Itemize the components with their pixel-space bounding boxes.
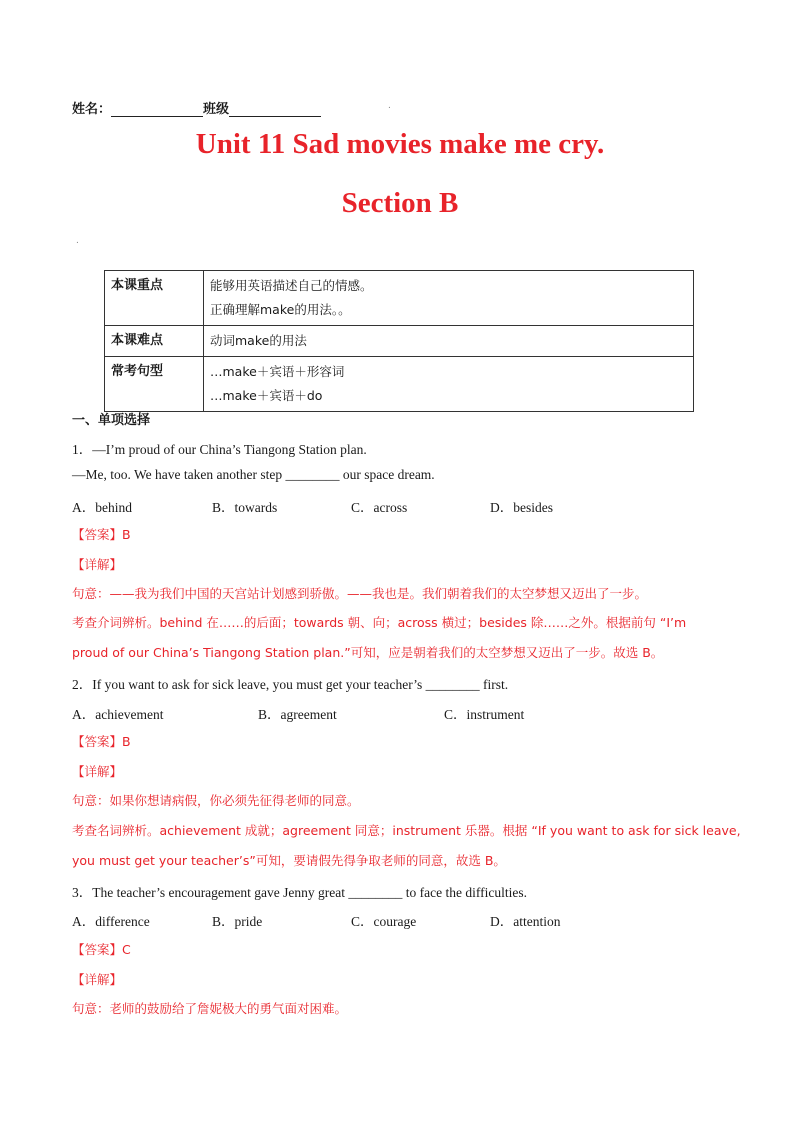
q3-option-d: D．attention xyxy=(490,914,561,929)
table-row xyxy=(105,271,694,326)
class-label: 班级 xyxy=(203,102,230,117)
section-title: 一、单项选择 xyxy=(72,413,151,428)
q2-meaning: 句意：如果你想请病假，你必须先征得老师的同意。 xyxy=(72,793,360,808)
q3-detail-label: 【详解】 xyxy=(72,972,123,987)
q1-stem-line: —Me, too. We have taken another step ________ our space dream. xyxy=(72,467,435,482)
page-title: Unit 11 Sad movies make me cry. xyxy=(195,128,605,160)
q1-analysis: 考查介词辨析。behind 在……的后面；towards 朝、向；across 横过；besides 除……之外。根据前句 “I’m xyxy=(72,615,687,630)
stray-mark: . xyxy=(388,101,391,111)
table-head-cell: 常考句型 xyxy=(105,357,204,412)
table-line: 正确理解make的用法。。 xyxy=(210,302,351,317)
q3-option-c: C．courage xyxy=(351,914,417,929)
name-blank xyxy=(111,102,203,117)
page-subtitle: Section B xyxy=(341,187,459,219)
table-line: 能够用英语描述自己的情感。 xyxy=(210,278,373,293)
q2-answer: 【答案】B xyxy=(72,734,131,749)
q3-answer: 【答案】C xyxy=(72,942,131,957)
q2-option-c: C．instrument xyxy=(444,707,525,722)
q1-answer: 【答案】B xyxy=(72,527,131,542)
q1-stem-line: 1．—I’m proud of our China’s Tiangong Station plan. xyxy=(72,442,367,457)
q2-option-b: B．agreement xyxy=(258,707,337,722)
name-label: 姓名： xyxy=(72,102,112,117)
q1-meaning: 句意：——我为我们中国的天宫站计划感到骄傲。——我也是。我们朝着我们的太空梦想又迈出了一步。 xyxy=(72,586,648,601)
q2-stem-line: 2．If you want to ask for sick leave, you must get your teacher’s ________ first. xyxy=(72,677,509,692)
table-head-cell: 本课难点 xyxy=(105,326,204,357)
lesson-info-table xyxy=(104,270,694,412)
q3-meaning: 句意：老师的鼓励给了詹妮极大的勇气面对困难。 xyxy=(72,1001,348,1016)
q1-option-d: D．besides xyxy=(490,500,553,515)
table-content-cell xyxy=(204,326,694,357)
q1-option-c: C．across xyxy=(351,500,408,515)
class-blank xyxy=(229,102,321,117)
table-content-cell xyxy=(204,357,694,412)
q1-option-a: A．behind xyxy=(72,500,132,515)
name-class-line xyxy=(72,98,321,117)
q2-detail-label: 【详解】 xyxy=(72,764,123,779)
table-line: …make＋宾语＋do xyxy=(210,388,323,403)
table-head-cell: 本课重点 xyxy=(105,271,204,326)
q2-analysis: 考查名词辨析。achievement 成就；agreement 同意；instrument 乐器。根据 “If you want to ask for sick leave, xyxy=(72,823,741,838)
table-content-cell xyxy=(204,271,694,326)
q2-option-a: A．achievement xyxy=(72,707,164,722)
stray-mark: . xyxy=(76,236,79,246)
q3-option-a: A．difference xyxy=(72,914,150,929)
q2-analysis: you must get your teacher’s”可知，要请假先得争取老师的同意，故选 B。 xyxy=(72,853,506,868)
table-line: 动词make的用法 xyxy=(210,333,307,348)
q1-analysis: proud of our China’s Tiangong Station plan.”可知，应是朝着我们的太空梦想又迈出了一步。故选 B。 xyxy=(72,645,664,660)
q3-option-b: B．pride xyxy=(212,914,263,929)
table-row xyxy=(105,357,694,412)
q1-detail-label: 【详解】 xyxy=(72,557,123,572)
q3-stem-line: 3．The teacher’s encouragement gave Jenny great ________ to face the difficulties. xyxy=(72,885,527,900)
table-row xyxy=(105,326,694,357)
q1-option-b: B．towards xyxy=(212,500,278,515)
table-line: …make＋宾语＋形容词 xyxy=(210,364,345,379)
